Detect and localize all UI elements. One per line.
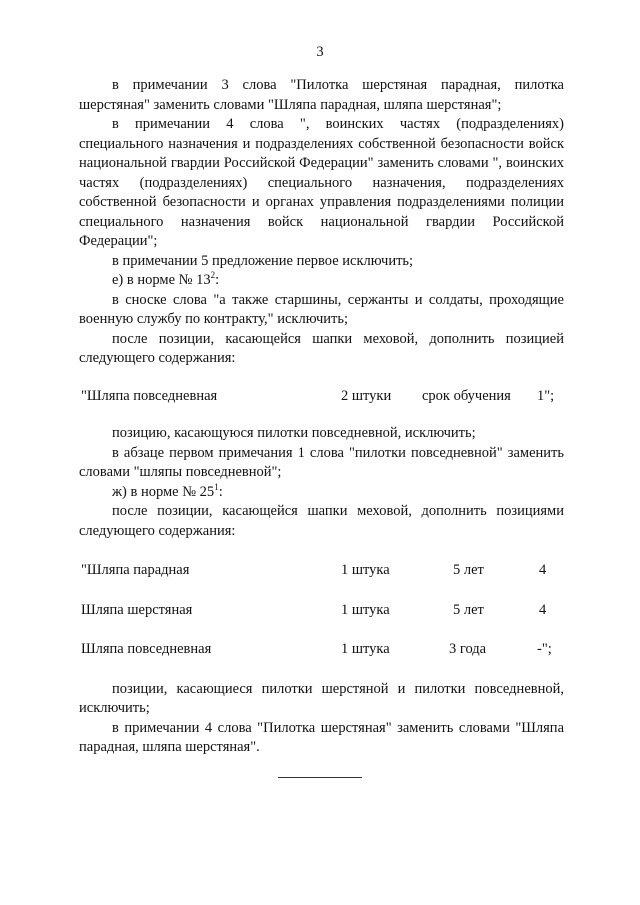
paragraph-add-positions: после позиции, касающейся шапки меховой, дополнить позициями следующего содержания:	[79, 503, 564, 539]
table2-qty: 1 штука	[341, 601, 390, 618]
paragraph-note1: в абзаце первом примечания 1 слова "пилотки повседневной" заменить словами "шляпы повседневной";	[79, 444, 564, 480]
paragraph-remove-positions: позиции, касающиеся пилотки шерстяной и пилотки повседневной, исключить;	[79, 680, 564, 716]
table2-value: 4	[539, 562, 547, 578]
table2-term: 3 года	[449, 641, 487, 657]
paragraph-footnote: в сноске слова "а также старшины, сержанты и солдаты, проходящие военную службу по контракту," исключить;	[79, 291, 564, 327]
norm13-sup: 2	[210, 270, 216, 281]
table1-row	[79, 387, 564, 407]
table1-term: срок обучения	[422, 387, 511, 404]
table2-row	[79, 561, 564, 581]
table2-value: -";	[537, 641, 552, 657]
page-number: 3	[316, 44, 324, 60]
paragraph-note5: в примечании 5 предложение первое исключить;	[112, 252, 414, 269]
table2-qty: 1 штука	[341, 641, 390, 657]
end-divider	[278, 777, 362, 778]
table2-qty: 1 штука	[341, 562, 390, 578]
norm13-text: е) в норме № 13	[112, 272, 211, 288]
paragraph-add-position: после позиции, касающейся шапки меховой, дополнить позицией следующего содержания:	[79, 330, 564, 366]
norm13-suffix: :	[215, 272, 220, 288]
table2-term: 5 лет	[453, 601, 484, 618]
paragraph-note4: в примечании 4 слова ", воинских частях (подразделениях) специального назначения и подразделениях собственной безопасности войск национальной гвардии Российской Федерации" заменить словами ", воинских частях (подразделениях) специального назначения, подразделениях собственной безопасности и органах управления подразделениями полиции специального назначения войск национальной гвардии Российской Федерации";	[79, 116, 564, 249]
table2-row	[79, 640, 564, 660]
table1-item: "Шляпа повседневная	[81, 387, 218, 404]
norm25-text: ж) в норме № 25	[112, 483, 215, 500]
table1-value: 1";	[537, 387, 555, 404]
table1-qty: 2 штуки	[341, 387, 392, 404]
document-body	[79, 76, 564, 758]
paragraph-note4-final: в примечании 4 слова "Пилотка шерстяная" заменить словами "Шляпа парадная, шляпа шерстяная".	[79, 719, 564, 755]
table2-item: Шляпа шерстяная	[81, 601, 193, 618]
table2-item: Шляпа повседневная	[81, 641, 212, 657]
paragraph-norm25	[79, 483, 564, 503]
table2-row	[79, 601, 564, 621]
table2-item: "Шляпа парадная	[81, 562, 190, 578]
norm25-suffix: :	[218, 483, 223, 500]
paragraph-remove-position: позицию, касающуюся пилотки повседневной, исключить;	[112, 425, 476, 441]
table2-value: 4	[539, 601, 547, 618]
paragraph-note3: в примечании 3 слова "Пилотка шерстяная парадная, пилотка шерстяная" заменить словами "Шляпа парадная, шляпа шерстяная";	[79, 77, 564, 113]
table2-term: 5 лет	[453, 562, 484, 578]
norm25-sup: 1	[214, 481, 219, 492]
paragraph-norm13	[79, 271, 564, 291]
